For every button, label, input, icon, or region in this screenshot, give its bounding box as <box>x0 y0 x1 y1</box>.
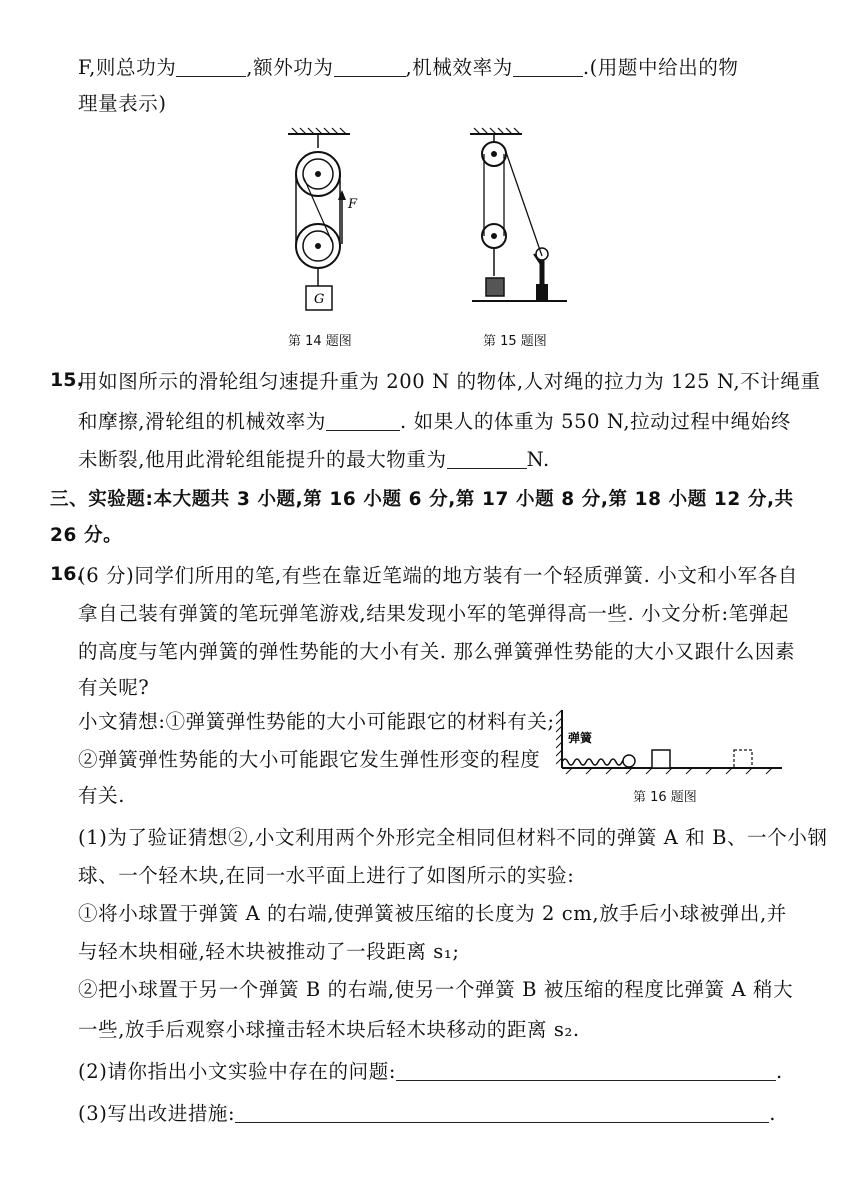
q15-text-a: 和摩擦,滑轮组的机械效率为 <box>78 410 326 433</box>
q16-part1-line1: (1)为了验证猜想②,小文利用两个外形完全相同但材料不同的弹簧 A 和 B、一个小钢 <box>78 826 828 849</box>
fig15-caption: 第 15 题图 <box>483 334 547 349</box>
q16-line2: 拿自己装有弹簧的笔玩弹笔游戏,结果发现小军的笔弹得高一些. 小文分析:笔弹起 <box>78 602 789 625</box>
weight-label: G <box>314 292 325 307</box>
section3-heading-cont: 26 分。 <box>50 525 123 546</box>
q15-text-d: N. <box>526 448 550 471</box>
q15-line2 <box>78 402 800 442</box>
q14-text-d: .(用题中给出的物 <box>582 56 739 79</box>
q16-part1-line2: 球、一个轻木块,在同一水平面上进行了如图所示的实验: <box>78 864 575 887</box>
q16-part3 <box>78 1094 800 1134</box>
q16-part2-text: (2)请你指出小文实验中存在的问题: <box>78 1060 396 1083</box>
q16-line1: (6 分)同学们所用的笔,有些在靠近笔端的地方装有一个轻质弹簧. 小文和小军各自 <box>78 564 798 587</box>
q15-line3 <box>78 440 800 480</box>
spring-label: 弹簧 <box>568 731 593 745</box>
fig16-caption: 第 16 题图 <box>633 790 697 805</box>
blank-max-weight[interactable] <box>447 446 527 469</box>
figure-15 <box>462 126 572 326</box>
blank-extra-work[interactable] <box>334 54 406 77</box>
q16-guess1: 小文猜想:①弹簧弹性势能的大小可能跟它的材料有关; <box>78 710 555 733</box>
q16-step2-line2: 一些,放手后观察小球撞击轻木块后轻木块移动的距离 s₂. <box>78 1018 580 1041</box>
q15-line1: 用如图所示的滑轮组匀速提升重为 200 N 的物体,人对绳的拉力为 125 N,不计绳重 <box>78 370 821 393</box>
q14-text-b: ,额外功为 <box>246 56 334 79</box>
q16-number: 16. <box>50 563 84 585</box>
blank-pulley-efficiency[interactable] <box>326 408 400 431</box>
q16-line4: 有关呢? <box>78 676 150 699</box>
q15-text-b: . 如果人的体重为 550 N,拉动过程中绳始终 <box>400 410 791 433</box>
q16-step2-line1: ②把小球置于另一个弹簧 B 的右端,使另一个弹簧 B 被压缩的程度比弹簧 A 稍大 <box>78 978 794 1001</box>
q16-part3-dot: . <box>769 1102 777 1125</box>
q16-step1-line2: 与轻木块相碰,轻木块被推动了一段距离 s₁; <box>78 940 460 963</box>
q16-part3-text: (3)写出改进措施: <box>78 1102 236 1125</box>
force-label: F <box>348 197 358 212</box>
q14-text-c: ,机械效率为 <box>405 56 513 79</box>
q16-part2 <box>78 1052 800 1092</box>
q16-guess2: ②弹簧弹性势能的大小可能跟它发生弹性形变的程度 <box>78 748 541 771</box>
q14-line1 <box>78 48 800 88</box>
q15-number: 15. <box>50 369 84 391</box>
figure-16 <box>556 706 786 778</box>
q14-text-a: F,则总功为 <box>78 56 177 79</box>
blank-problem[interactable] <box>396 1058 776 1081</box>
blank-total-work[interactable] <box>176 54 246 77</box>
q16-line3: 的高度与笔内弹簧的弹性势能的大小有关. 那么弹簧弹性势能的大小又跟什么因素 <box>78 640 796 663</box>
q16-part2-dot: . <box>776 1060 783 1083</box>
q16-guess3: 有关. <box>78 784 125 807</box>
q15-text-c: 未断裂,他用此滑轮组能提升的最大物重为 <box>78 448 447 471</box>
section3-heading: 三、实验题:本大题共 3 小题,第 16 小题 6 分,第 17 小题 8 分,第 18 小题 12 分,共 <box>50 489 794 510</box>
q14-line2: 理量表示) <box>78 92 167 115</box>
q16-step1-line1: ①将小球置于弹簧 A 的右端,使弹簧被压缩的长度为 2 cm,放手后小球被弹出,并 <box>78 902 787 925</box>
blank-improvement[interactable] <box>235 1100 769 1123</box>
figure-14 <box>280 126 370 326</box>
blank-efficiency[interactable] <box>513 54 583 77</box>
fig14-caption: 第 14 题图 <box>288 334 352 349</box>
